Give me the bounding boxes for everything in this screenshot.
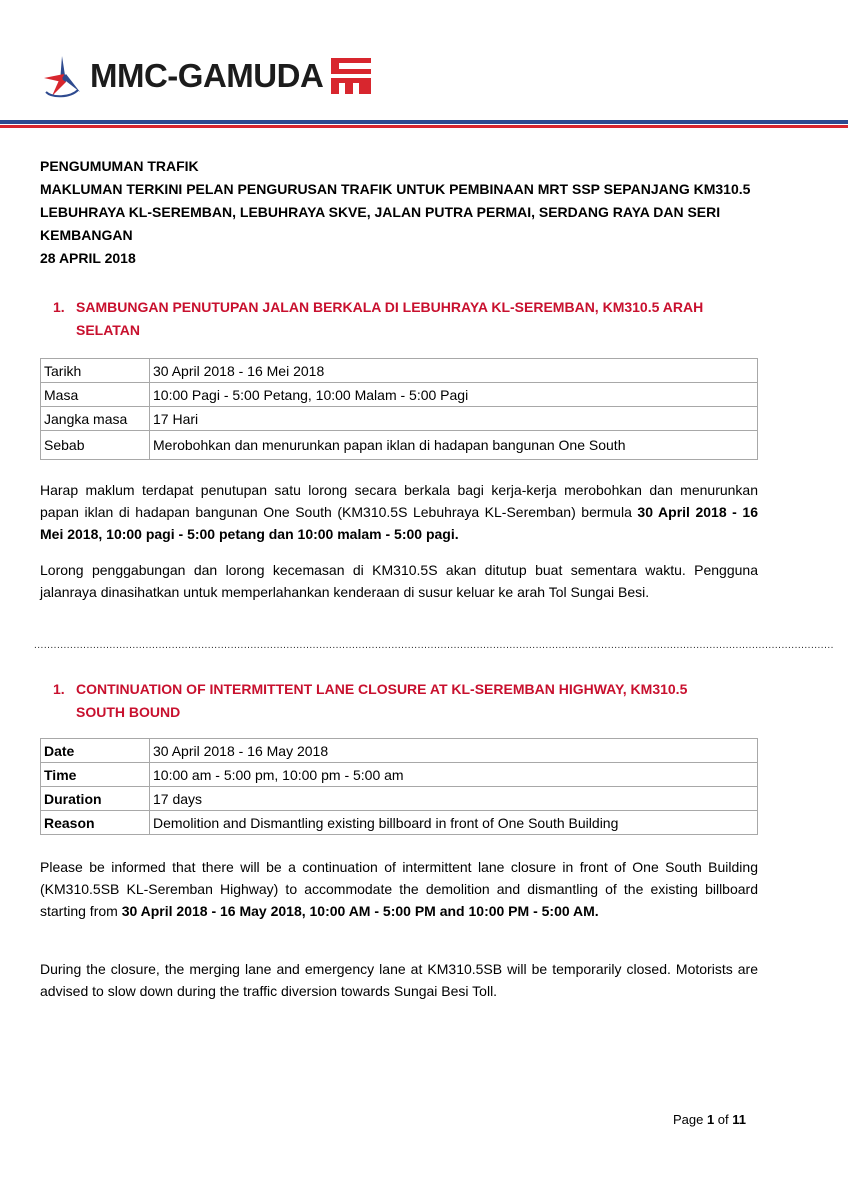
announcement-header [40, 155, 760, 270]
malay-section-title [40, 296, 740, 342]
english-para1-text: Please be informed that there will be a continuation of intermittent lane closure in front of One South Building (KM310.5SB KL-Seremban Highway) to accommodate the demolition and dismantling of the existing billboard starting from [40, 859, 758, 919]
header-line-2: MAKLUMAN TERKINI PELAN PENGURUSAN TRAFIK UNTUK PEMBINAAN MRT SSP SEPANJANG KM310.5 LEBUHRAYA KL-SEREMBAN, LEBUHRAYA SKVE, JALAN PUTRA PERMAI, SERDANG RAYA DAN SERI KEMBANGAN [40, 181, 751, 243]
page-current: 1 [706, 1112, 715, 1127]
table-row [41, 739, 758, 763]
company-logo [40, 52, 371, 100]
english-paragraph-2: During the closure, the merging lane and emergency lane at KM310.5SB will be temporarily closed. Motorists are advised to slow down during the traffic diversion towards Sungai Besi Toll. [40, 961, 758, 999]
english-paragraph-1 [40, 856, 758, 922]
table-label: Masa [41, 383, 150, 407]
table-label: Tarikh [41, 359, 150, 383]
english-section-number: 1. [53, 681, 65, 697]
table-row [41, 407, 758, 431]
page-total: 11 [732, 1112, 746, 1127]
malay-para1-text: Harap maklum terdapat penutupan satu lorong secara berkala bagi kerja-kerja merobohkan dan menurunkan papan iklan di hadapan bangunan One South (KM310.5S Lebuhraya KL-Seremban) bermula [40, 482, 758, 520]
table-row [41, 787, 758, 811]
table-value: Demolition and Dismantling existing billboard in front of One South Building [150, 811, 758, 835]
header-date: 28 APRIL 2018 [40, 250, 136, 266]
table-value: 30 April 2018 - 16 Mei 2018 [150, 359, 758, 383]
table-value: 10:00 am - 5:00 pm, 10:00 pm - 5:00 am [150, 763, 758, 787]
english-info-table [40, 738, 758, 835]
section-separator: .................................................................................................................................................................................................................................................... [34, 640, 834, 651]
table-row [41, 763, 758, 787]
table-value: 17 Hari [150, 407, 758, 431]
malay-para1-bold: 30 April 2018 - 16 Mei 2018, 10:00 pagi - 5:00 petang dan 10:00 malam - 5:00 pagi. [40, 504, 758, 542]
table-label: Time [41, 763, 150, 787]
table-value: 10:00 Pagi - 5:00 Petang, 10:00 Malam - 5:00 Pagi [150, 383, 758, 407]
malay-paragraph-2: Lorong penggabungan dan lorong kecemasan di KM310.5S akan ditutup buat sementara waktu. Pengguna jalanraya dinasihatkan untuk memperlahankan kenderaan di susur keluar ke arah Tol Sungai Besi. [40, 562, 758, 600]
page-of: of [714, 1112, 733, 1127]
table-row [41, 811, 758, 835]
table-row [41, 431, 758, 460]
malay-paragraph-1 [40, 479, 758, 545]
table-value: 17 days [150, 787, 758, 811]
table-label: Duration [41, 787, 150, 811]
table-label: Date [41, 739, 150, 763]
table-label: Reason [41, 811, 150, 835]
header-rule-blue [0, 120, 848, 124]
header-rule-red [0, 125, 848, 128]
table-label: Jangka masa [41, 407, 150, 431]
malay-info-table [40, 358, 758, 460]
table-value: 30 April 2018 - 16 May 2018 [150, 739, 758, 763]
brand-name: MMC-GAMUDA [90, 57, 324, 94]
table-row [41, 383, 758, 407]
malay-section-number: 1. [53, 299, 65, 315]
english-section-title [40, 678, 740, 724]
logo-star-icon [40, 52, 84, 100]
table-row [41, 359, 758, 383]
logo-gm-icon [331, 56, 371, 96]
table-value: Merobohkan dan menurunkan papan iklan di hadapan bangunan One South [150, 431, 758, 460]
english-para1-bold: 30 April 2018 - 16 May 2018, 10:00 AM - 5:00 PM and 10:00 PM - 5:00 AM. [121, 903, 599, 919]
page-prefix: Page [672, 1112, 707, 1127]
table-label: Sebab [41, 431, 150, 460]
malay-section-text: SAMBUNGAN PENUTUPAN JALAN BERKALA DI LEBUHRAYA KL-SEREMBAN, KM310.5 ARAH SELATAN [76, 299, 704, 338]
header-line-1: PENGUMUMAN TRAFIK [40, 158, 199, 174]
page-number [673, 1112, 746, 1127]
english-section-text: CONTINUATION OF INTERMITTENT LANE CLOSURE AT KL-SEREMBAN HIGHWAY, KM310.5 SOUTH BOUND [76, 681, 688, 720]
